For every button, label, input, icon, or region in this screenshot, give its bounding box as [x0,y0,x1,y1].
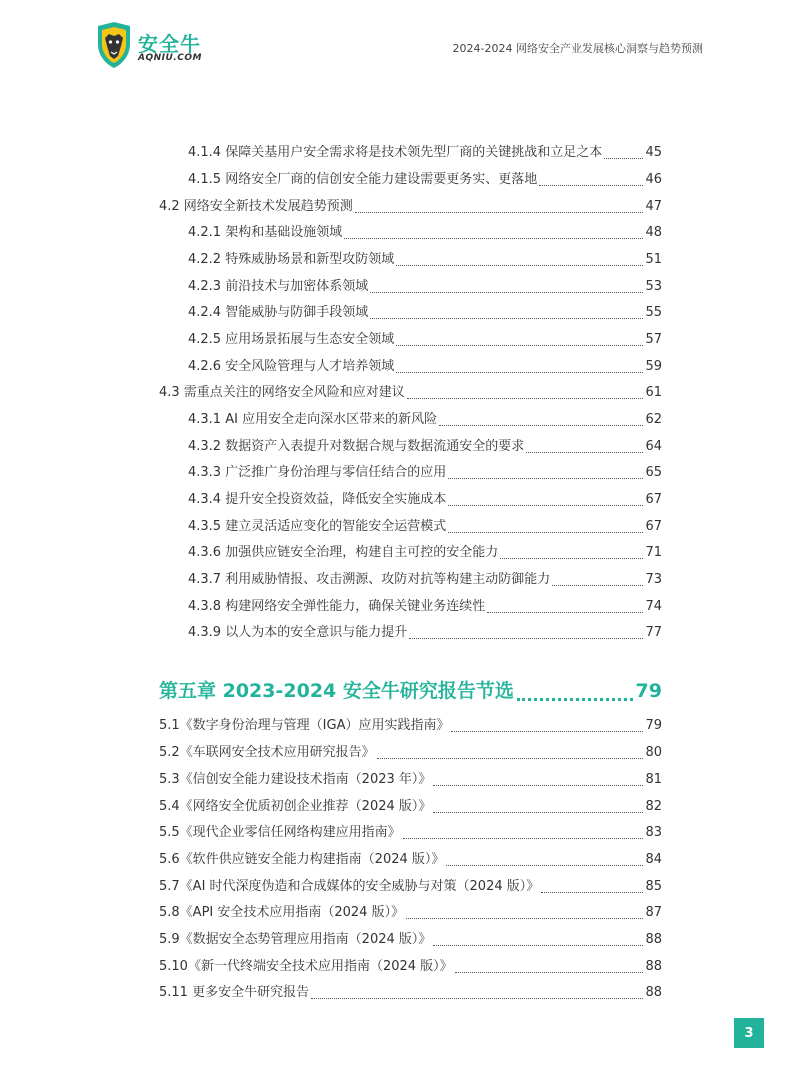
toc-entry[interactable] [188,328,662,348]
toc-entry-page: 71 [645,545,662,560]
dot-leader [370,308,643,319]
bull-shield-icon [96,22,132,68]
toc-entry-page: 59 [645,359,662,374]
toc-entry-page: 57 [645,332,662,347]
toc-entry[interactable] [188,488,662,508]
toc-entry-page: 65 [645,465,662,480]
toc-entry-label: 4.3.4 提升安全投资效益，降低安全实施成本 [188,492,447,507]
toc-entry-label: 4.3 需重点关注的网络安全风险和应对建议 [159,385,405,400]
toc-entry[interactable] [159,875,662,895]
dot-leader [448,522,643,533]
toc-entry-page: 67 [645,492,662,507]
toc-entry-page: 81 [645,772,662,787]
toc-entry-label: 4.3.2 数据资产入表提升对数据合规与数据流通安全的要求 [188,439,525,454]
dot-leader [403,828,644,839]
toc-entry-page: 53 [645,279,662,294]
toc-entry-label: 4.3.1 AI 应用安全走向深水区带来的新风险 [188,412,438,427]
toc-entry-label: 4.1.5 网络安全厂商的信创安全能力建设需要更务实、更落地 [188,172,538,187]
toc-entry-label: 4.2.4 智能威胁与防御手段领域 [188,305,369,320]
header-title: 2024-2024 网络安全产业发展核心洞察与趋势预测 [452,42,703,55]
toc-entry[interactable] [188,435,662,455]
toc-entry-page: 84 [645,852,662,867]
toc-entry-page: 79 [645,718,662,733]
toc-entry-page: 88 [645,932,662,947]
toc-entry-page: 74 [645,599,662,614]
toc-entry-page: 82 [645,799,662,814]
dot-leader [517,686,633,701]
toc-entry[interactable] [188,168,662,188]
toc-entry[interactable] [188,275,662,295]
toc-entry-page: 88 [645,959,662,974]
toc-entry[interactable] [188,595,662,615]
toc-entry[interactable] [159,381,662,401]
toc-entry-page: 62 [645,412,662,427]
dot-leader [487,602,643,613]
chapter-label: 第五章 2023-2024 安全牛研究报告节选 [159,680,514,702]
dot-leader [396,255,643,266]
dot-leader [541,882,643,893]
dot-leader [311,988,643,999]
dot-leader [370,282,643,293]
logo-url: AQNIU.COM [138,53,202,63]
toc-entry-label: 4.2.6 安全风险管理与人才培养领域 [188,359,395,374]
toc-entry-page: 88 [645,985,662,1000]
dot-leader [409,628,643,639]
toc-entry-label: 5.7《AI 时代深度伪造和合成媒体的安全威胁与对策（2024 版）》 [159,879,540,894]
dot-leader [446,855,643,866]
toc-entry[interactable] [159,981,662,1001]
toc-entry-page: 64 [645,439,662,454]
dot-leader [448,495,643,506]
toc-entry[interactable] [159,795,662,815]
dot-leader [377,748,644,759]
dot-leader [407,388,644,399]
toc-entry[interactable] [159,821,662,841]
toc-entry-label: 4.2.5 应用场景拓展与生态安全领域 [188,332,395,347]
toc-entry-label: 5.4《网络安全优质初创企业推荐（2024 版）》 [159,799,432,814]
toc-entry-label: 4.3.7 利用威胁情报、攻击溯源、攻防对抗等构建主动防御能力 [188,572,551,587]
dot-leader [439,415,643,426]
toc-entry-label: 4.2.1 架构和基础设施领域 [188,225,343,240]
toc-entry[interactable] [188,621,662,641]
toc-entry-page: 47 [645,199,662,214]
toc-entry-label: 4.1.4 保障关基用户安全需求将是技术领先型厂商的关键挑战和立足之本 [188,145,603,160]
toc-entry-page: 80 [645,745,662,760]
dot-leader [433,775,643,786]
page-number-badge: 3 [734,1018,764,1048]
dot-leader [455,962,644,973]
toc-entry-page: 55 [645,305,662,320]
toc-entry[interactable] [188,355,662,375]
toc-entry-label: 5.5《现代企业零信任网络构建应用指南》 [159,825,401,840]
toc-entry-page: 83 [645,825,662,840]
page-header [0,0,793,80]
dot-leader [355,202,644,213]
toc-entry-page: 46 [645,172,662,187]
toc-entry-label: 5.2《车联网安全技术应用研究报告》 [159,745,375,760]
toc-entry[interactable] [159,195,662,215]
dot-leader [448,468,643,479]
toc-entry[interactable] [159,714,662,734]
toc-entry-page: 45 [645,145,662,160]
toc-entry[interactable] [159,848,662,868]
toc-entry-label: 4.3.6 加强供应链安全治理，构建自主可控的安全能力 [188,545,499,560]
toc-entry[interactable] [188,141,662,161]
dot-leader [451,721,643,732]
logo [96,22,206,68]
toc-entry-label: 4.3.3 广泛推广身份治理与零信任结合的应用 [188,465,447,480]
dot-leader [604,148,643,159]
toc-entry-label: 5.6《软件供应链安全能力构建指南（2024 版）》 [159,852,445,867]
toc-entry[interactable] [159,901,662,921]
toc-entry-label: 4.3.8 构建网络安全弹性能力，确保关键业务连续性 [188,599,486,614]
logo-text: 安全牛 [138,32,201,56]
toc-entry-label: 4.3.9 以人为本的安全意识与能力提升 [188,625,408,640]
toc-entry[interactable] [188,568,662,588]
dot-leader [552,575,643,586]
toc-entry-page: 67 [645,519,662,534]
toc-entry[interactable] [159,928,662,948]
dot-leader [396,335,643,346]
toc-entry[interactable] [159,741,662,761]
toc-entry-page: 77 [645,625,662,640]
dot-leader [396,362,643,373]
toc-entry-label: 5.10《新一代终端安全技术应用指南（2024 版）》 [159,959,453,974]
toc-entry-label: 4.3.5 建立灵活适应变化的智能安全运营模式 [188,519,447,534]
toc-entry-page: 73 [645,572,662,587]
toc-entry-label: 5.1《数字身份治理与管理（IGA）应用实践指南》 [159,718,450,733]
toc-entry-page: 48 [645,225,662,240]
toc-entry-label: 5.8《API 安全技术应用指南（2024 版）》 [159,905,405,920]
toc-entry[interactable] [159,768,662,788]
dot-leader [526,442,643,453]
toc-entry[interactable] [188,408,662,428]
dot-leader [433,935,643,946]
chapter-page: 79 [635,680,662,702]
chapter-heading[interactable] [159,676,662,703]
dot-leader [539,175,643,186]
toc-entry-label: 5.3《信创安全能力建设技术指南（2023 年）》 [159,772,432,787]
toc-entry-page: 51 [645,252,662,267]
toc-entry[interactable] [188,221,662,241]
toc-entry[interactable] [188,541,662,561]
toc-entry[interactable] [188,248,662,268]
dot-leader [500,548,643,559]
dot-leader [406,908,643,919]
toc-entry-label: 4.2.3 前沿技术与加密体系领域 [188,279,369,294]
toc-entry-page: 87 [645,905,662,920]
toc-entry-page: 85 [645,879,662,894]
toc-entry[interactable] [188,515,662,535]
toc-entry-label: 5.11 更多安全牛研究报告 [159,985,310,1000]
toc-entry-label: 4.2.2 特殊威胁场景和新型攻防领域 [188,252,395,267]
toc-entry[interactable] [188,461,662,481]
toc-entry[interactable] [159,955,662,975]
toc-entry-label: 4.2 网络安全新技术发展趋势预测 [159,199,353,214]
toc-entry-page: 61 [645,385,662,400]
toc-entry-label: 5.9《数据安全态势管理应用指南（2024 版）》 [159,932,432,947]
dot-leader [433,802,643,813]
toc-entry[interactable] [188,301,662,321]
dot-leader [344,228,643,239]
